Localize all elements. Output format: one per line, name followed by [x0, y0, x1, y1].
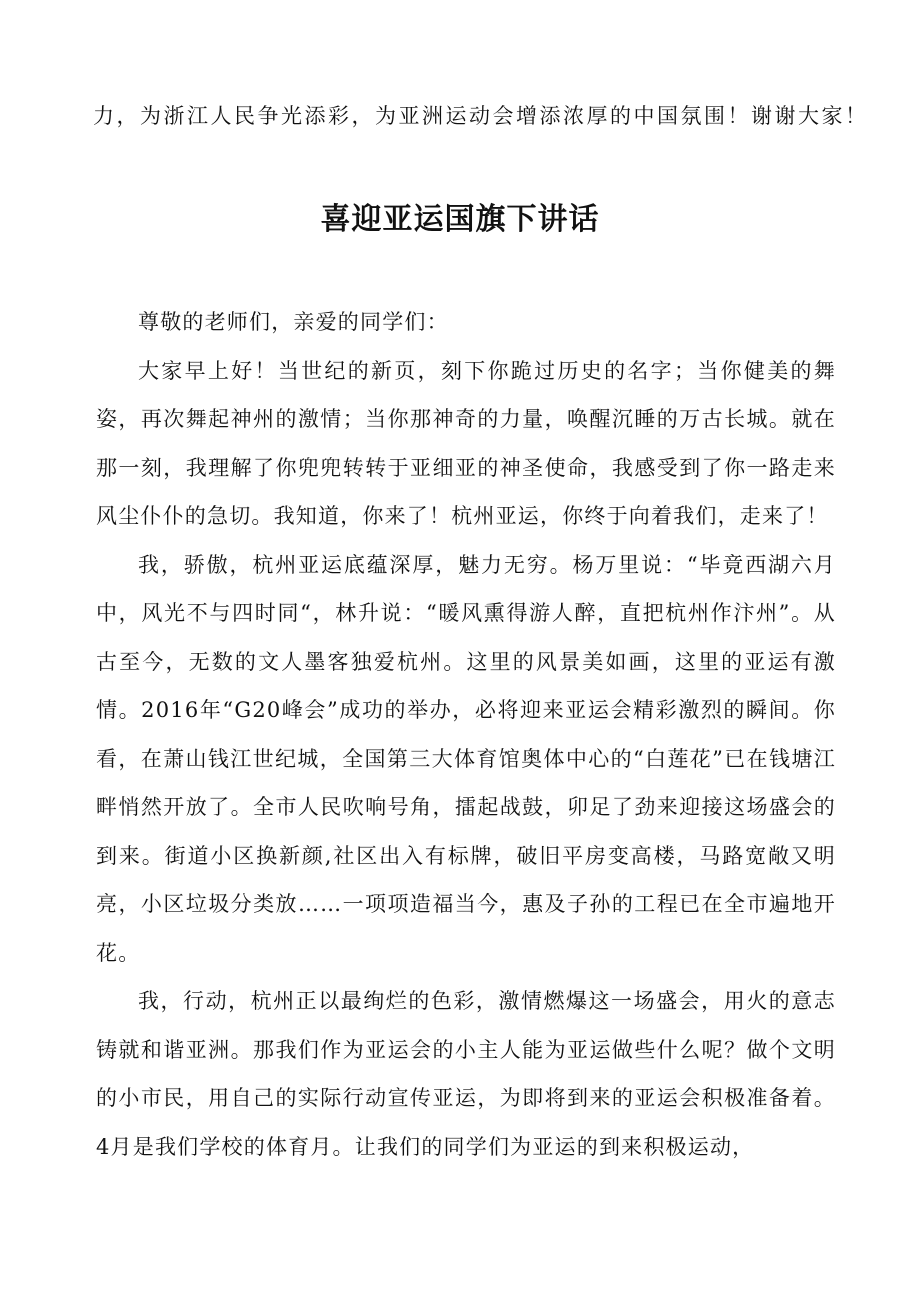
body-paragraph: 我，骄傲，杭州亚运底蕴深厚，魅力无穷。杨万里说：“毕竟西湖六月中，风光不与四时同“，林升说：“暖风熏得游人醉，直把杭州作汴州”。从古至今，无数的文人墨客独爱杭州。这里的风景美如画，这里的亚运有激情。2016年“G20峰会”成功的举办，必将迎来亚运会精彩激烈的瞬间。你看，在萧山钱江世纪城，全国第三大体育馆奥体中心的“白莲花”已在钱塘江畔悄然开放了。全市人民吹响号角，擂起战鼓，卯足了劲来迎接这场盛会的到来。街道小区换新颜,社区出入有标牌，破旧平房变高楼，马路宽敞又明亮，小区垃圾分类放……一项项造福当今，惠及子孙的工程已在全市遍地开花。	[96, 552, 836, 965]
speech-body	[96, 298, 836, 1171]
body-paragraph: 我，行动，杭州正以最绚烂的色彩，激情燃爆这一场盛会，用火的意志铸就和谐亚洲。那我们作为亚运会的小主人能为亚运做些什么呢？做个文明的小市民，用自己的实际行动宣传亚运，为即将到来的亚运会积极准备着。4月是我们学校的体育月。让我们的同学们为亚运的到来积极运动，	[96, 989, 836, 1159]
speech-title: 喜迎亚运国旗下讲话	[320, 202, 600, 237]
greeting-paragraph: 尊敬的老师们，亲爱的同学们：	[138, 310, 449, 334]
body-paragraph: 大家早上好！当世纪的新页，刻下你跪过历史的名字；当你健美的舞姿，再次舞起神州的激情；当你那神奇的力量，唤醒沉睡的万古长城。就在那一刻，我理解了你兜兜转转于亚细亚的神圣使命，我感受到了你一路走来风尘仆仆的急切。我知道，你来了！杭州亚运，你终于向着我们，走来了！	[96, 358, 836, 528]
previous-page-tail: 力，为浙江人民争光添彩，为亚洲运动会增添浓厚的中国氛围！谢谢大家！	[93, 104, 869, 128]
